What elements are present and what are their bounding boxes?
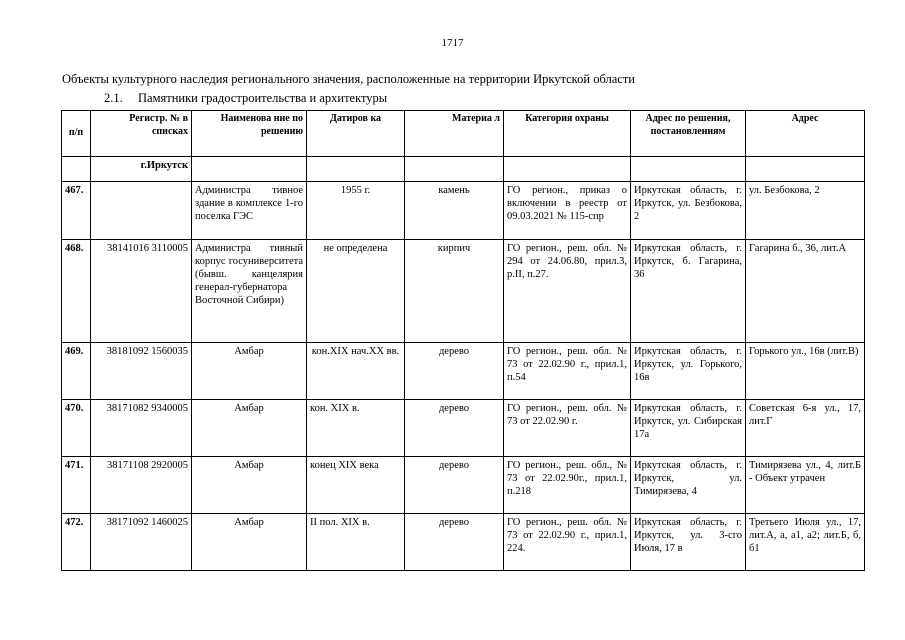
table-row xyxy=(62,182,865,240)
heritage-table xyxy=(61,110,865,571)
row-num: 468. xyxy=(62,240,91,343)
row-name: Амбар xyxy=(192,514,307,571)
row-category: ГО регион., реш. обл. № 73 от 22.02.90 г. xyxy=(504,400,631,457)
header-material: Материа л xyxy=(405,111,504,157)
header-date: Датиров ка xyxy=(307,111,405,157)
row-num: 467. xyxy=(62,182,91,240)
section-heading xyxy=(104,91,387,106)
table-row xyxy=(62,400,865,457)
table-row xyxy=(62,343,865,400)
row-date: не определена xyxy=(307,240,405,343)
row-reg: 38171108 2920005 xyxy=(91,457,192,514)
row-reg xyxy=(91,182,192,240)
section-title: Памятники градостроительства и архитектуры xyxy=(138,91,388,105)
row-category: ГО регион., реш. обл. № 73 от 22.02.90 г., прил.1, 224. xyxy=(504,514,631,571)
city-row-cell-empty xyxy=(307,157,405,182)
table-row xyxy=(62,457,865,514)
row-address-decision: Иркутская область, г. Иркутск, ул. Безбокова, 2 xyxy=(631,182,746,240)
row-date: кон.XIX нач.XX вв. xyxy=(307,343,405,400)
row-reg: 38181092 1560035 xyxy=(91,343,192,400)
row-reg: 38171092 1460025 xyxy=(91,514,192,571)
city-row-cell-empty xyxy=(631,157,746,182)
row-name: Администра тивное здание в комплексе 1-го поселка ГЭС xyxy=(192,182,307,240)
row-address: Тимирязева ул., 4, лит.Б - Объект утрачен xyxy=(746,457,865,514)
row-address: Горького ул., 16в (лит.В) xyxy=(746,343,865,400)
page-number: 1717 xyxy=(441,37,464,49)
city-row-cell-empty xyxy=(504,157,631,182)
table-header-row xyxy=(62,111,865,157)
header-address: Адрес xyxy=(746,111,865,157)
row-address-decision: Иркутская область, г. Иркутск, ул. Сибирская 17а xyxy=(631,400,746,457)
row-address: Советская 6-я ул., 17, лит.Г xyxy=(746,400,865,457)
row-address-decision: Иркутская область, г. Иркутск, ул. Тимирязева, 4 xyxy=(631,457,746,514)
row-num: 472. xyxy=(62,514,91,571)
row-reg: 38141016 3110005 xyxy=(91,240,192,343)
row-name: Администра тивный корпус госуниверситета (бывш. канцелярия генерал-губернатора Восточной Сибири) xyxy=(192,240,307,343)
row-num: 469. xyxy=(62,343,91,400)
row-material: дерево xyxy=(405,400,504,457)
row-date: конец XIX века xyxy=(307,457,405,514)
row-category: ГО регион., реш. обл., № 73 от 22.02.90г., прил.1, п.218 xyxy=(504,457,631,514)
row-date: II пол. XIX в. xyxy=(307,514,405,571)
row-category: ГО регион., реш. обл. № 294 от 24.06.80, прил.3, р.II, п.27. xyxy=(504,240,631,343)
row-material: дерево xyxy=(405,343,504,400)
table-row xyxy=(62,240,865,343)
section-number: 2.1. xyxy=(104,91,123,105)
row-num: 471. xyxy=(62,457,91,514)
row-material: кирпич xyxy=(405,240,504,343)
header-address-decision: Адрес по решения, постановлениям xyxy=(631,111,746,157)
row-date: 1955 г. xyxy=(307,182,405,240)
city-name: г.Иркутск xyxy=(91,157,192,182)
city-row-cell-empty xyxy=(192,157,307,182)
row-address-decision: Иркутская область, г. Иркутск, ул. Горького, 16в xyxy=(631,343,746,400)
header-reg: Регистр. № в списках xyxy=(91,111,192,157)
city-row-cell-empty xyxy=(405,157,504,182)
header-num: п/п xyxy=(62,111,91,157)
row-name: Амбар xyxy=(192,343,307,400)
row-reg: 38171082 9340005 xyxy=(91,400,192,457)
row-address: Гагарина б., 36, лит.А xyxy=(746,240,865,343)
city-row-cell-empty xyxy=(746,157,865,182)
header-category: Категория охраны xyxy=(504,111,631,157)
city-row xyxy=(62,157,865,182)
row-category: ГО регион., реш. обл. № 73 от 22.02.90 г., прил.1, п.54 xyxy=(504,343,631,400)
header-name: Наименова ние по решению xyxy=(192,111,307,157)
row-address: Третьего Июля ул., 17, лит.А, а, а1, а2; лит.Б, б, б1 xyxy=(746,514,865,571)
row-address-decision: Иркутская область, г. Иркутск, б. Гагарина, 36 xyxy=(631,240,746,343)
row-category: ГО регион., приказ о включении в реестр от 09.03.2021 № 115-спр xyxy=(504,182,631,240)
row-material: дерево xyxy=(405,457,504,514)
row-material: камень xyxy=(405,182,504,240)
row-date: кон. XIX в. xyxy=(307,400,405,457)
row-address: ул. Безбокова, 2 xyxy=(746,182,865,240)
row-num: 470. xyxy=(62,400,91,457)
row-material: дерево xyxy=(405,514,504,571)
document-heading: Объекты культурного наследия регионального значения, расположенные на территории Иркутской области xyxy=(62,72,635,86)
row-name: Амбар xyxy=(192,400,307,457)
row-name: Амбар xyxy=(192,457,307,514)
row-address-decision: Иркутская область, г. Иркутск, ул. 3-сго Июля, 17 в xyxy=(631,514,746,571)
city-row-cell-empty xyxy=(62,157,91,182)
table-row xyxy=(62,514,865,571)
